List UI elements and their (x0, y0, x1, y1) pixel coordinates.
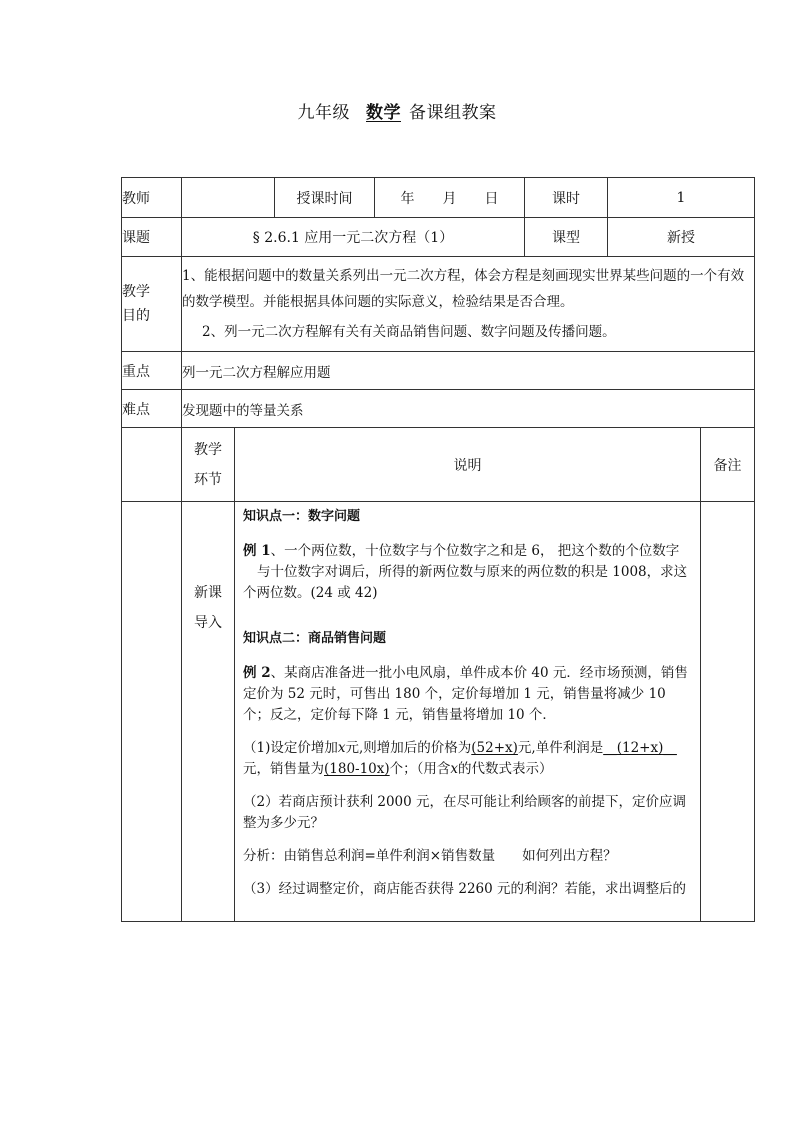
analysis: 分析：由销售总利润=单件利润×销售数量 如何列出方程？ (243, 848, 617, 864)
ex2-label: 例 2 (243, 665, 271, 681)
objectives-text (182, 257, 755, 352)
teacher-label: 教师 (122, 178, 182, 218)
blank-lesson-cell (122, 502, 182, 922)
row-objectives (122, 257, 755, 352)
page-title (0, 98, 794, 123)
stage-header (182, 428, 235, 502)
row-teacher (122, 178, 755, 218)
question-2: （2）若商店预计获利 2000 元，在尽可能让利给顾客的前提下，定价应调整为多少元？ (243, 794, 687, 831)
key-point-value: 列一元二次方程解应用题 (182, 352, 755, 390)
type-label: 课型 (525, 218, 608, 257)
objectives-label-2: 目的 (122, 308, 150, 324)
topic-label: 课题 (122, 218, 182, 257)
grade-text: 九年级 (297, 103, 350, 123)
ex2-text: 、某商店准备进一批小电风扇，单件成本价 40 元．经市场预测，销售定价为 52 元时，可售出 180 个，定价每增加 1 元，销售量将减少 10 个；反之，定价每下降 1 元，销售量将增加 10 个． (243, 665, 688, 723)
date-value: 年 月 日 (375, 178, 525, 218)
row-difficulty (122, 390, 755, 428)
lesson-content (235, 502, 701, 922)
difficulty-label: 难点 (122, 390, 182, 428)
topic-value: § 2.6.1 应用一元二次方程（1） (182, 218, 525, 257)
example-2 (243, 663, 694, 726)
stage-1: 新课 (194, 585, 222, 601)
notes-cell (701, 502, 755, 922)
stage-cell (182, 502, 235, 922)
blank-header-cell (122, 428, 182, 502)
question-1 (243, 738, 694, 780)
q1-part-e: 个；（用含 (389, 761, 451, 777)
desc-header: 说明 (235, 428, 701, 502)
q1-part-d: 元，销售量为 (243, 761, 324, 777)
q1-part-b: 元,则增加后的价格为 (345, 740, 472, 756)
ex1-label: 例 1 (243, 543, 271, 559)
lesson-plan-table (121, 177, 755, 922)
type-value: 新授 (608, 218, 755, 257)
stage-2: 导入 (194, 615, 222, 631)
q1-part-c: 元,单件利润是 (517, 740, 604, 756)
ex1-line2: 与十位数字对调后，所得的新两位数与原来的两位数的积是 1008，求这 (257, 564, 688, 580)
stage-header-2: 环节 (194, 471, 222, 488)
period-value: 1 (608, 178, 755, 218)
row-lesson (122, 502, 755, 922)
q1-var: x (337, 740, 346, 756)
question-3: （3）经过调整定价，商店能否获得 2260 元的利润？若能，求出调整后的 (243, 881, 687, 897)
ex1-line1: 、一个两位数，十位数字与个位数字之和是 6， 把这个数的个位数字 (270, 543, 680, 559)
title-suffix: 备课组教案 (409, 103, 497, 123)
q1-part-a: （1)设定价增加 (243, 740, 338, 756)
ex1-line3: 个两位数。(24 或 42) (243, 585, 378, 601)
objective-2: 2、列一元二次方程解有关有关商品销售问题、数字问题及传播问题。 (202, 324, 616, 340)
row-topic (122, 218, 755, 257)
teacher-value (182, 178, 275, 218)
objectives-label (122, 257, 182, 352)
row-column-headers (122, 428, 755, 502)
q1-answer-profit: __(12+x)__ (603, 740, 677, 756)
q1-part-f: 的代数式表示） (458, 761, 553, 777)
kp2-title: 知识点二：商品销售问题 (243, 631, 387, 646)
notes-header: 备注 (701, 428, 755, 502)
period-label: 课时 (525, 178, 608, 218)
subject-text: 数学 (366, 103, 401, 123)
example-1 (243, 541, 694, 604)
difficulty-value: 发现题中的等量关系 (182, 390, 755, 428)
objectives-label-1: 教学 (122, 284, 150, 300)
q1-var-2: x (450, 761, 459, 777)
row-key-point (122, 352, 755, 390)
q1-answer-sales: (180-10x) (324, 761, 390, 777)
kp1-title: 知识点一：数字问题 (243, 509, 361, 524)
q1-answer-price: (52+x) (471, 740, 518, 756)
time-label: 授课时间 (275, 178, 375, 218)
stage-header-1: 教学 (194, 441, 222, 458)
key-point-label: 重点 (122, 352, 182, 390)
objective-1: 1、能根据问题中的数量关系列出一元二次方程，体会方程是刻画现实世界某些问题的一个有效的数学模型。并能根据具体问题的实际意义，检验结果是否合理。 (182, 268, 745, 310)
